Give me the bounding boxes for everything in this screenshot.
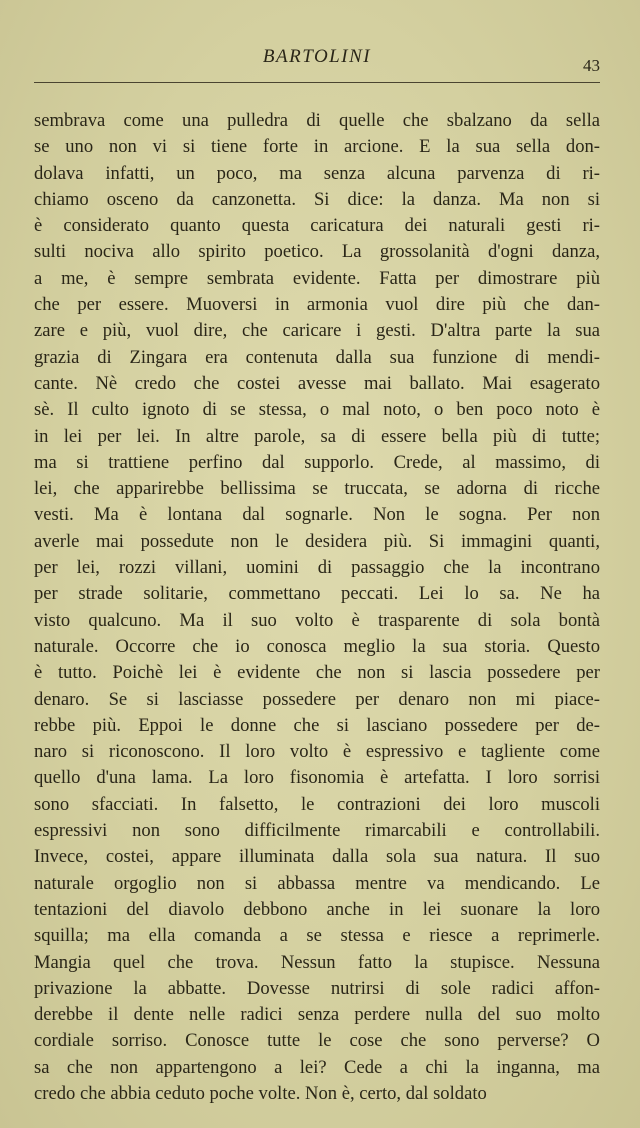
text-line: a me, è sempre sembrata evidente. Fatta per dimostrare più xyxy=(34,267,600,289)
text-line: Mangia quel che trova. Nessun fatto la stupisce. Nessuna xyxy=(34,951,600,973)
text-line: dolava infatti, un poco, ma senza alcuna parvenza di ri- xyxy=(34,162,600,184)
text-line: averle mai possedute non le desidera più. Si immagini quanti, xyxy=(34,530,600,552)
page-number: 43 xyxy=(583,56,600,75)
running-title: BARTOLINI xyxy=(262,46,372,67)
text-line: sè. Il culto ignoto di se stessa, o mal noto, o ben poco noto è xyxy=(34,399,600,421)
body-text xyxy=(34,108,600,1107)
text-line: naturale. Occorre che io conosca meglio la sua storia. Questo xyxy=(34,635,600,657)
text-line: per strade solitarie, commettano peccati. Lei lo sa. Ne ha xyxy=(34,583,600,605)
text-line: lei, che apparirebbe bellissima se truccata, se adorna di ricche xyxy=(34,478,600,500)
text-line: rebbe più. Eppoi le donne che si lasciano possedere per de- xyxy=(34,714,600,736)
text-line: denaro. Se si lasciasse possedere per denaro non mi piace- xyxy=(34,688,600,710)
text-line: quello d'una lama. La loro fisonomia è artefatta. I loro sorrisi xyxy=(34,767,600,789)
text-line: che per essere. Muoversi in armonia vuol dire più che dan- xyxy=(34,294,600,316)
text-line: ma si trattiene perfino dal supporlo. Crede, al massimo, di xyxy=(34,451,600,473)
text-line: cordiale sorriso. Conosce tutte le cose che sono perverse? O xyxy=(34,1030,600,1052)
text-line: credo che abbia ceduto poche volte. Non è, certo, dal soldato xyxy=(34,1082,487,1104)
text-line: zare e più, vuol dire, che caricare i gesti. D'altra parte la sua xyxy=(34,320,600,342)
text-line: tentazioni del diavolo debbono anche in lei suonare la loro xyxy=(34,898,600,920)
text-line: grazia di Zingara era contenuta dalla sua funzione di mendi- xyxy=(34,346,600,368)
text-line: privazione la abbatte. Dovesse nutrirsi di sole radici affon- xyxy=(34,977,600,999)
text-line: in lei per lei. In altre parole, sa di essere bella più di tutte; xyxy=(34,425,600,447)
text-line: vesti. Ma è lontana dal sognarle. Non le sogna. Per non xyxy=(34,504,600,526)
text-line: sa che non appartengono a lei? Cede a chi la inganna, ma xyxy=(34,1056,600,1078)
text-line: sono sfacciati. In falsetto, le contrazioni dei loro muscoli xyxy=(34,793,600,815)
page-header xyxy=(34,46,600,83)
text-line: Invece, costei, appare illuminata dalla sola sua natura. Il suo xyxy=(34,846,600,868)
text-line: naturale orgoglio non si abbassa mentre va mendicando. Le xyxy=(34,872,600,894)
text-line: se uno non vi si tiene forte in arcione. E la sua sella don- xyxy=(34,136,600,158)
text-line: sulti nociva allo spirito poetico. La grossolanità d'ogni danza, xyxy=(34,241,600,263)
text-line: è considerato quanto questa caricatura dei naturali gesti ri- xyxy=(34,215,600,237)
text-line: cante. Nè credo che costei avesse mai ballato. Mai esagerato xyxy=(34,372,600,394)
text-line: sembrava come una pulledra di quelle che sbalzano da sella xyxy=(34,110,600,131)
text-line: squilla; ma ella comanda a se stessa e riesce a reprimerle. xyxy=(34,925,600,947)
text-line: naro si riconoscono. Il loro volto è espressivo e tagliente come xyxy=(34,741,600,763)
text-line: espressivi non sono difficilmente rimarcabili e controllabili. xyxy=(34,820,600,842)
text-line: è tutto. Poichè lei è evidente che non si lascia possedere per xyxy=(34,662,600,684)
text-line: per lei, rozzi villani, uomini di passaggio che la incontrano xyxy=(34,557,600,579)
text-line: derebbe il dente nelle radici senza perdere nulla del suo molto xyxy=(34,1004,600,1026)
text-line: visto qualcuno. Ma il suo volto è trasparente di sola bontà xyxy=(34,609,600,631)
text-line: chiamo osceno da canzonetta. Si dice: la danza. Ma non si xyxy=(34,188,600,210)
